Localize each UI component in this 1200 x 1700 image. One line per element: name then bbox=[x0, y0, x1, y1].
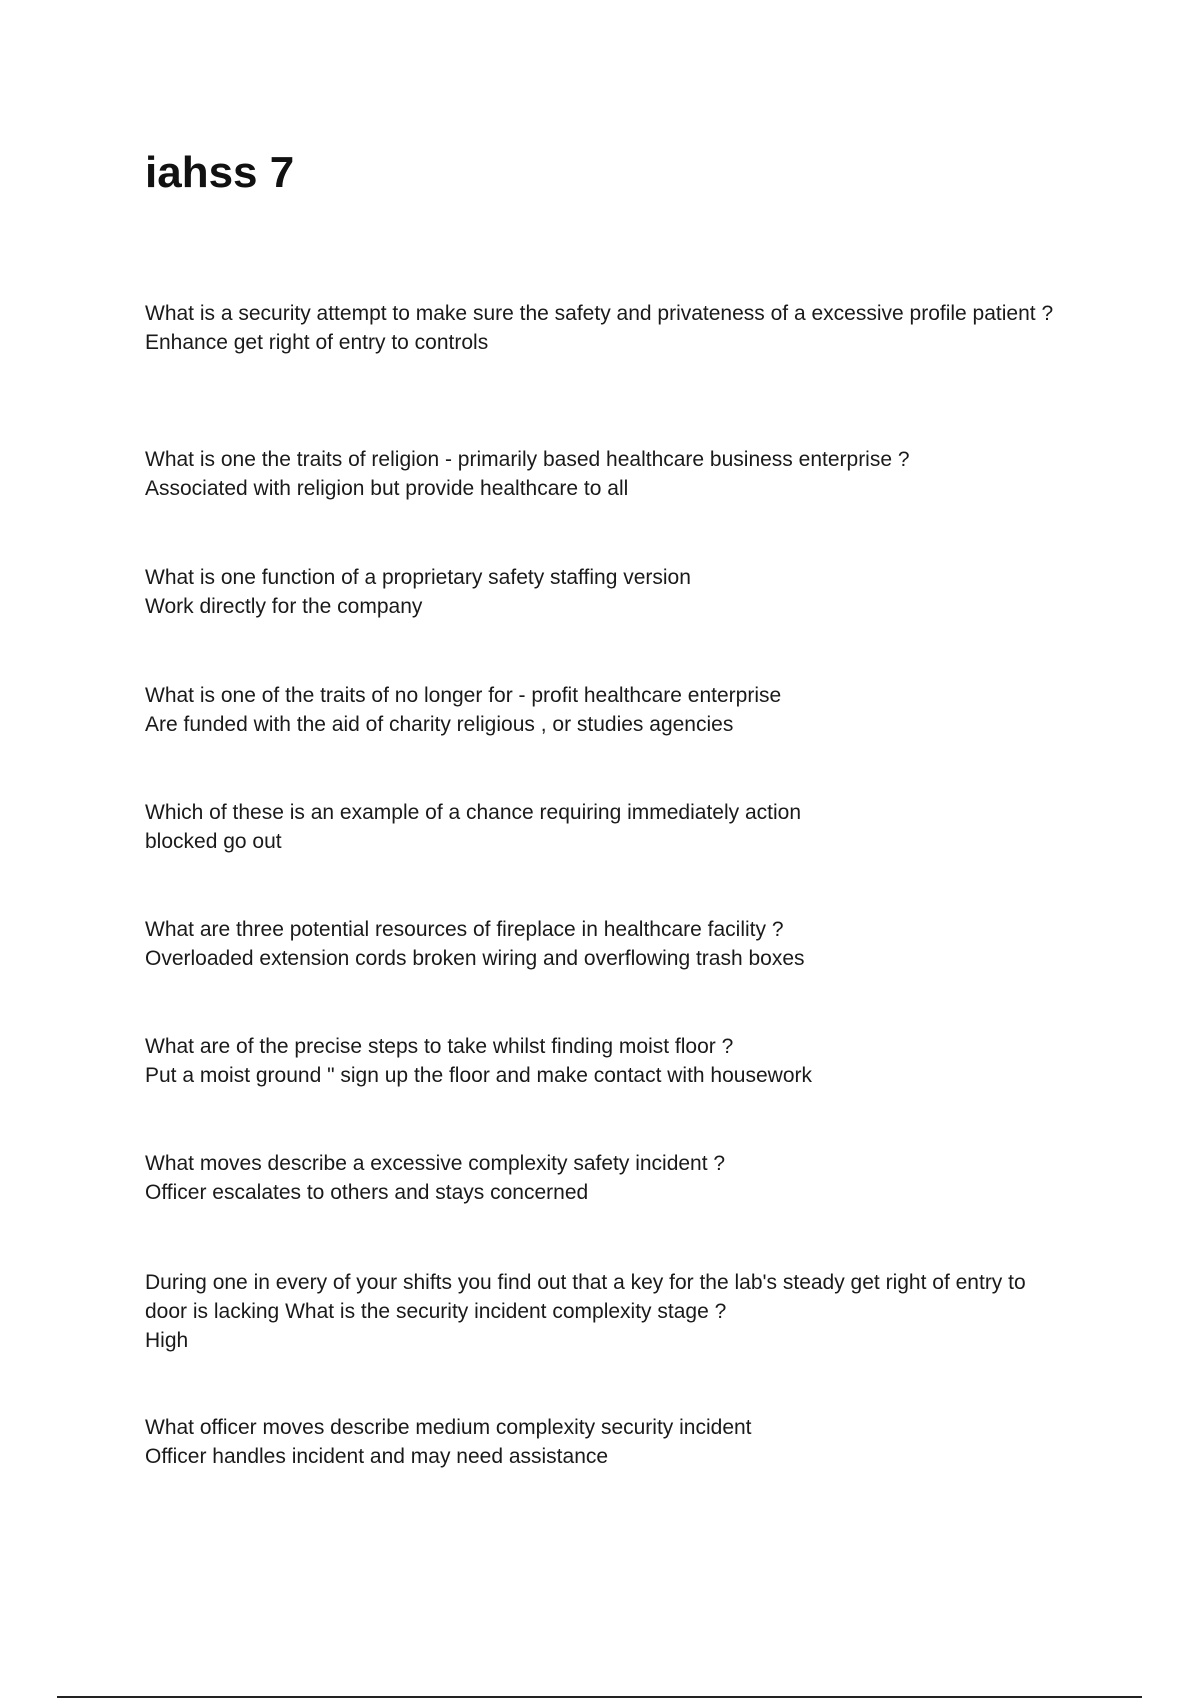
answer-text: Officer escalates to others and stays concerned bbox=[145, 1181, 589, 1204]
answer-text: Associated with religion but provide healthcare to all bbox=[145, 477, 629, 500]
qa-item bbox=[145, 798, 1065, 856]
question-text: What are of the precise steps to take whilst finding moist floor ? bbox=[145, 1035, 734, 1058]
qa-item bbox=[145, 445, 1065, 503]
qa-item bbox=[145, 563, 1065, 621]
qa-item bbox=[145, 299, 1065, 357]
qa-item bbox=[145, 1268, 1065, 1355]
qa-item bbox=[145, 915, 1065, 973]
answer-text: Are funded with the aid of charity religious , or studies agencies bbox=[145, 713, 734, 736]
document-title: iahss 7 bbox=[145, 148, 295, 197]
qa-item bbox=[145, 1413, 1065, 1471]
question-text: What is one function of a proprietary safety staffing version bbox=[145, 566, 691, 589]
qa-item bbox=[145, 681, 1065, 739]
answer-text: Enhance get right of entry to controls bbox=[145, 331, 489, 354]
answer-text: Officer handles incident and may need assistance bbox=[145, 1445, 609, 1468]
answer-text: Overloaded extension cords broken wiring and overflowing trash boxes bbox=[145, 947, 805, 970]
answer-text: blocked go out bbox=[145, 830, 282, 853]
question-text: What officer moves describe medium complexity security incident bbox=[145, 1416, 752, 1439]
answer-text: Put a moist ground " sign up the floor and make contact with housework bbox=[145, 1064, 812, 1087]
question-text: During one in every of your shifts you find out that a key for the lab's steady get right of entry to door is lacking What is the security incident complexity stage ? bbox=[145, 1271, 1026, 1323]
answer-text: Work directly for the company bbox=[145, 595, 423, 618]
question-text: Which of these is an example of a chance requiring immediately action bbox=[145, 801, 802, 824]
question-text: What is a security attempt to make sure the safety and privateness of a excessive profile patient ? bbox=[145, 302, 1054, 325]
answer-text: High bbox=[145, 1329, 189, 1352]
footer-divider bbox=[57, 1696, 1142, 1698]
question-text: What is one of the traits of no longer for - profit healthcare enterprise bbox=[145, 684, 782, 707]
qa-item bbox=[145, 1032, 1065, 1090]
qa-item bbox=[145, 1149, 1065, 1207]
question-text: What is one the traits of religion - primarily based healthcare business enterprise ? bbox=[145, 448, 910, 471]
question-text: What moves describe a excessive complexity safety incident ? bbox=[145, 1152, 726, 1175]
question-text: What are three potential resources of fireplace in healthcare facility ? bbox=[145, 918, 784, 941]
